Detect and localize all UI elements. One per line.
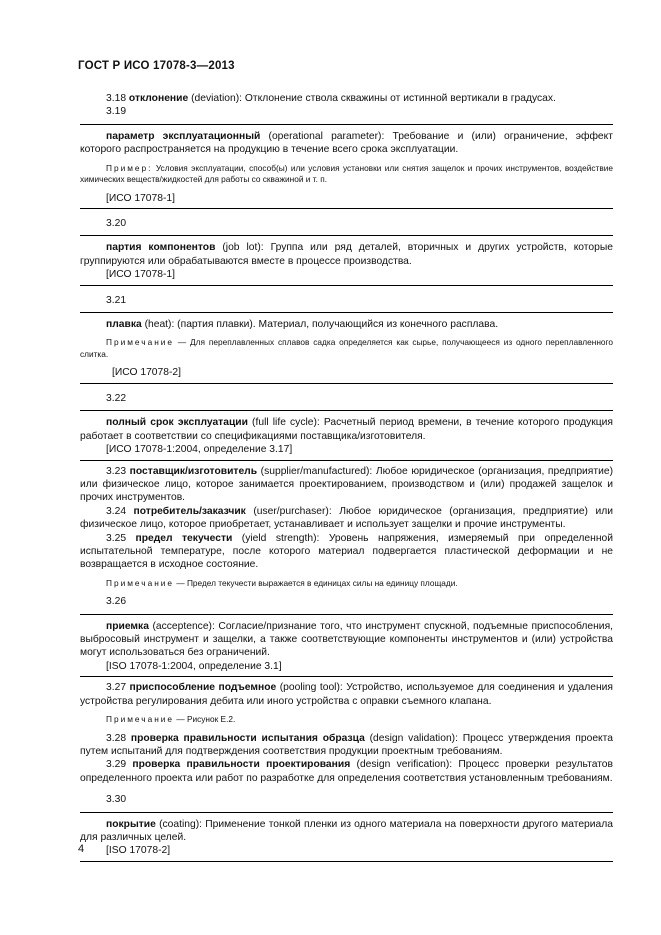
entry-term: потребитель/заказчик (133, 505, 246, 517)
entry-definition: (pooling tool): Устройство, используемое для соединения и удаления устройства регулирования дебита или иного устройства с оправки съемного клапана. (80, 682, 613, 707)
entry-3-22 (80, 416, 613, 443)
definition-box-3-22 (80, 410, 613, 460)
note-label: Примечание (106, 714, 175, 725)
entry-number: 3.18 (106, 93, 127, 104)
reference: [ИСО 17078-1] (106, 269, 175, 281)
entry-3-18 (80, 92, 613, 105)
entry-number: 3.24 (106, 505, 127, 517)
entry-number: 3.30 (106, 794, 127, 806)
entry-definition: (deviation): Отклонение ствола скважины от истинной вертикали в градусах. (188, 93, 556, 104)
example-text: Условия эксплуатации, способ(ы) или условия установки или снятия защелок и прочих инструментов, воздействие химических веществ/жидкостей для работы со скважиной и т. п. (80, 162, 613, 185)
definition-box-3-21 (80, 312, 613, 384)
entry-3-29 (80, 758, 613, 785)
note (80, 337, 613, 360)
entry-number: 3.21 (106, 294, 127, 306)
entry-term: поставщик/изготовитель (129, 465, 258, 477)
entry-number: 3.20 (106, 218, 127, 230)
entry-definition: (yield strength): Уровень напряжения, измеряемый при определенной испытательной температуре, после которого материал подвергается пластической деформации и не возвращается в исходное состояние. (80, 532, 613, 571)
entry-term: проверка правильности проектирования (132, 759, 351, 771)
entry-definition: (coating): Применение тонкой пленки из одного материала на поверхности другого материала для различных целей. (80, 818, 613, 844)
entry-3-23 (80, 465, 613, 505)
entry-number: 3.25 (106, 532, 127, 544)
definition-box-3-20 (80, 235, 613, 285)
entry-3-25 (80, 532, 613, 572)
entry-definition: (design validation): Процесс утверждения проекта путем испытаний для подтверждения соответствия продукции проектным требованиям. (80, 732, 613, 757)
note (80, 714, 613, 726)
entry-term: приспособление подъемное (129, 682, 277, 694)
note-label: Примечание (106, 577, 175, 588)
note (80, 578, 613, 590)
page-number: 4 (78, 843, 85, 855)
entry-number: 3.29 (106, 759, 127, 771)
entry-term: плавка (106, 319, 142, 331)
definition-box-3-19 (80, 124, 613, 209)
reference: [ISO 17078-1:2004, определение 3.1] (106, 660, 282, 672)
entry-number: 3.22 (106, 392, 127, 404)
entry-definition: (heat): (партия плавки). Материал, получающийся из конечного расплава. (141, 319, 499, 331)
entry-definition: (acceptence): Согласие/признание того, что инструмент спускной, подъемные приспособления, выбросовый инструмент и защелки, а также соответствующие компоненты инструментов и (или) устройства могут использоваться без ограничений. (80, 620, 613, 659)
example-note (80, 163, 613, 186)
entry-term: приемка (106, 620, 149, 632)
entry-definition: (job lot): Группа или ряд деталей, вторичных и других устройств, которые группируются или обрабатываются вместе в процессе производства. (80, 242, 613, 267)
definition-box-3-26 (80, 614, 613, 678)
entry-3-21 (80, 318, 613, 331)
entry-3-27 (80, 681, 613, 708)
entry-definition: (supplier/manufactured): Любое юридическое (организация, предприятие) или физическое лицо, которое занимается проектированием, производством и (или) продажей защелок и прочих инструментов. (80, 465, 613, 504)
entry-term: параметр эксплуатационный (106, 130, 261, 142)
note-label: Примечание (106, 337, 175, 348)
page-header: ГОСТ Р ИСО 17078-3—2013 (78, 60, 235, 72)
note-text: — Рисунок Е.2. (174, 714, 236, 725)
entry-3-19 (80, 130, 613, 157)
entry-definition: (full life cycle): Расчетный период времени, в течение которого продукция работает в соответствии со спецификациями поставщика/изготовителя. (80, 417, 614, 442)
note-text: — Предел текучести выражается в единицах силы на единицу площади. (174, 577, 458, 588)
entry-number: 3.27 (106, 682, 127, 694)
entry-3-24 (80, 505, 613, 532)
entry-3-20 (80, 241, 613, 268)
entry-term: проверка правильности испытания образца (130, 732, 365, 744)
entry-3-28 (80, 732, 613, 759)
entry-term: отклонение (128, 93, 189, 104)
entry-number: 3.28 (106, 732, 127, 744)
document-body (80, 92, 613, 862)
reference: [ИСО 17078-1:2004, определение 3.17] (106, 444, 293, 456)
definition-box-3-30 (80, 812, 613, 862)
entry-number: 3.26 (106, 596, 127, 608)
entry-definition: (operational parameter): Требование и (или) ограничение, эффект которого распространяется на продукцию в течение всего срока эксплуатации. (80, 130, 613, 156)
entry-term: полный срок эксплуатации (106, 417, 248, 429)
note-text: — Для переплавленных сплавов садка определяется как сырье, получающееся из одного переплавленного слитка. (80, 337, 613, 359)
entry-definition: (user/purchaser): Любое юридическое (организация, предприятие) или физическое лицо, которое приобретает, устанавливает и использует защелки и прочие инструменты. (80, 505, 613, 531)
entry-term: партия компонентов (106, 242, 216, 254)
entry-term: покрытие (106, 818, 156, 830)
entry-3-30 (80, 818, 613, 845)
entry-3-26 (80, 620, 613, 660)
entry-number: 3.23 (106, 465, 127, 477)
reference: [ISO 17078-2] (106, 845, 171, 857)
reference: [ИСО 17078-1] (106, 192, 175, 204)
reference: [ИСО 17078-2] (112, 367, 181, 379)
entry-definition: (design verification): Процесс проверки результатов определенного проекта или работ по разработке для определения соответствия установленным требованиям. (80, 759, 613, 784)
entry-term: предел текучести (135, 532, 233, 544)
example-label: Пример: (106, 162, 153, 173)
entry-number: 3.19 (106, 106, 127, 118)
